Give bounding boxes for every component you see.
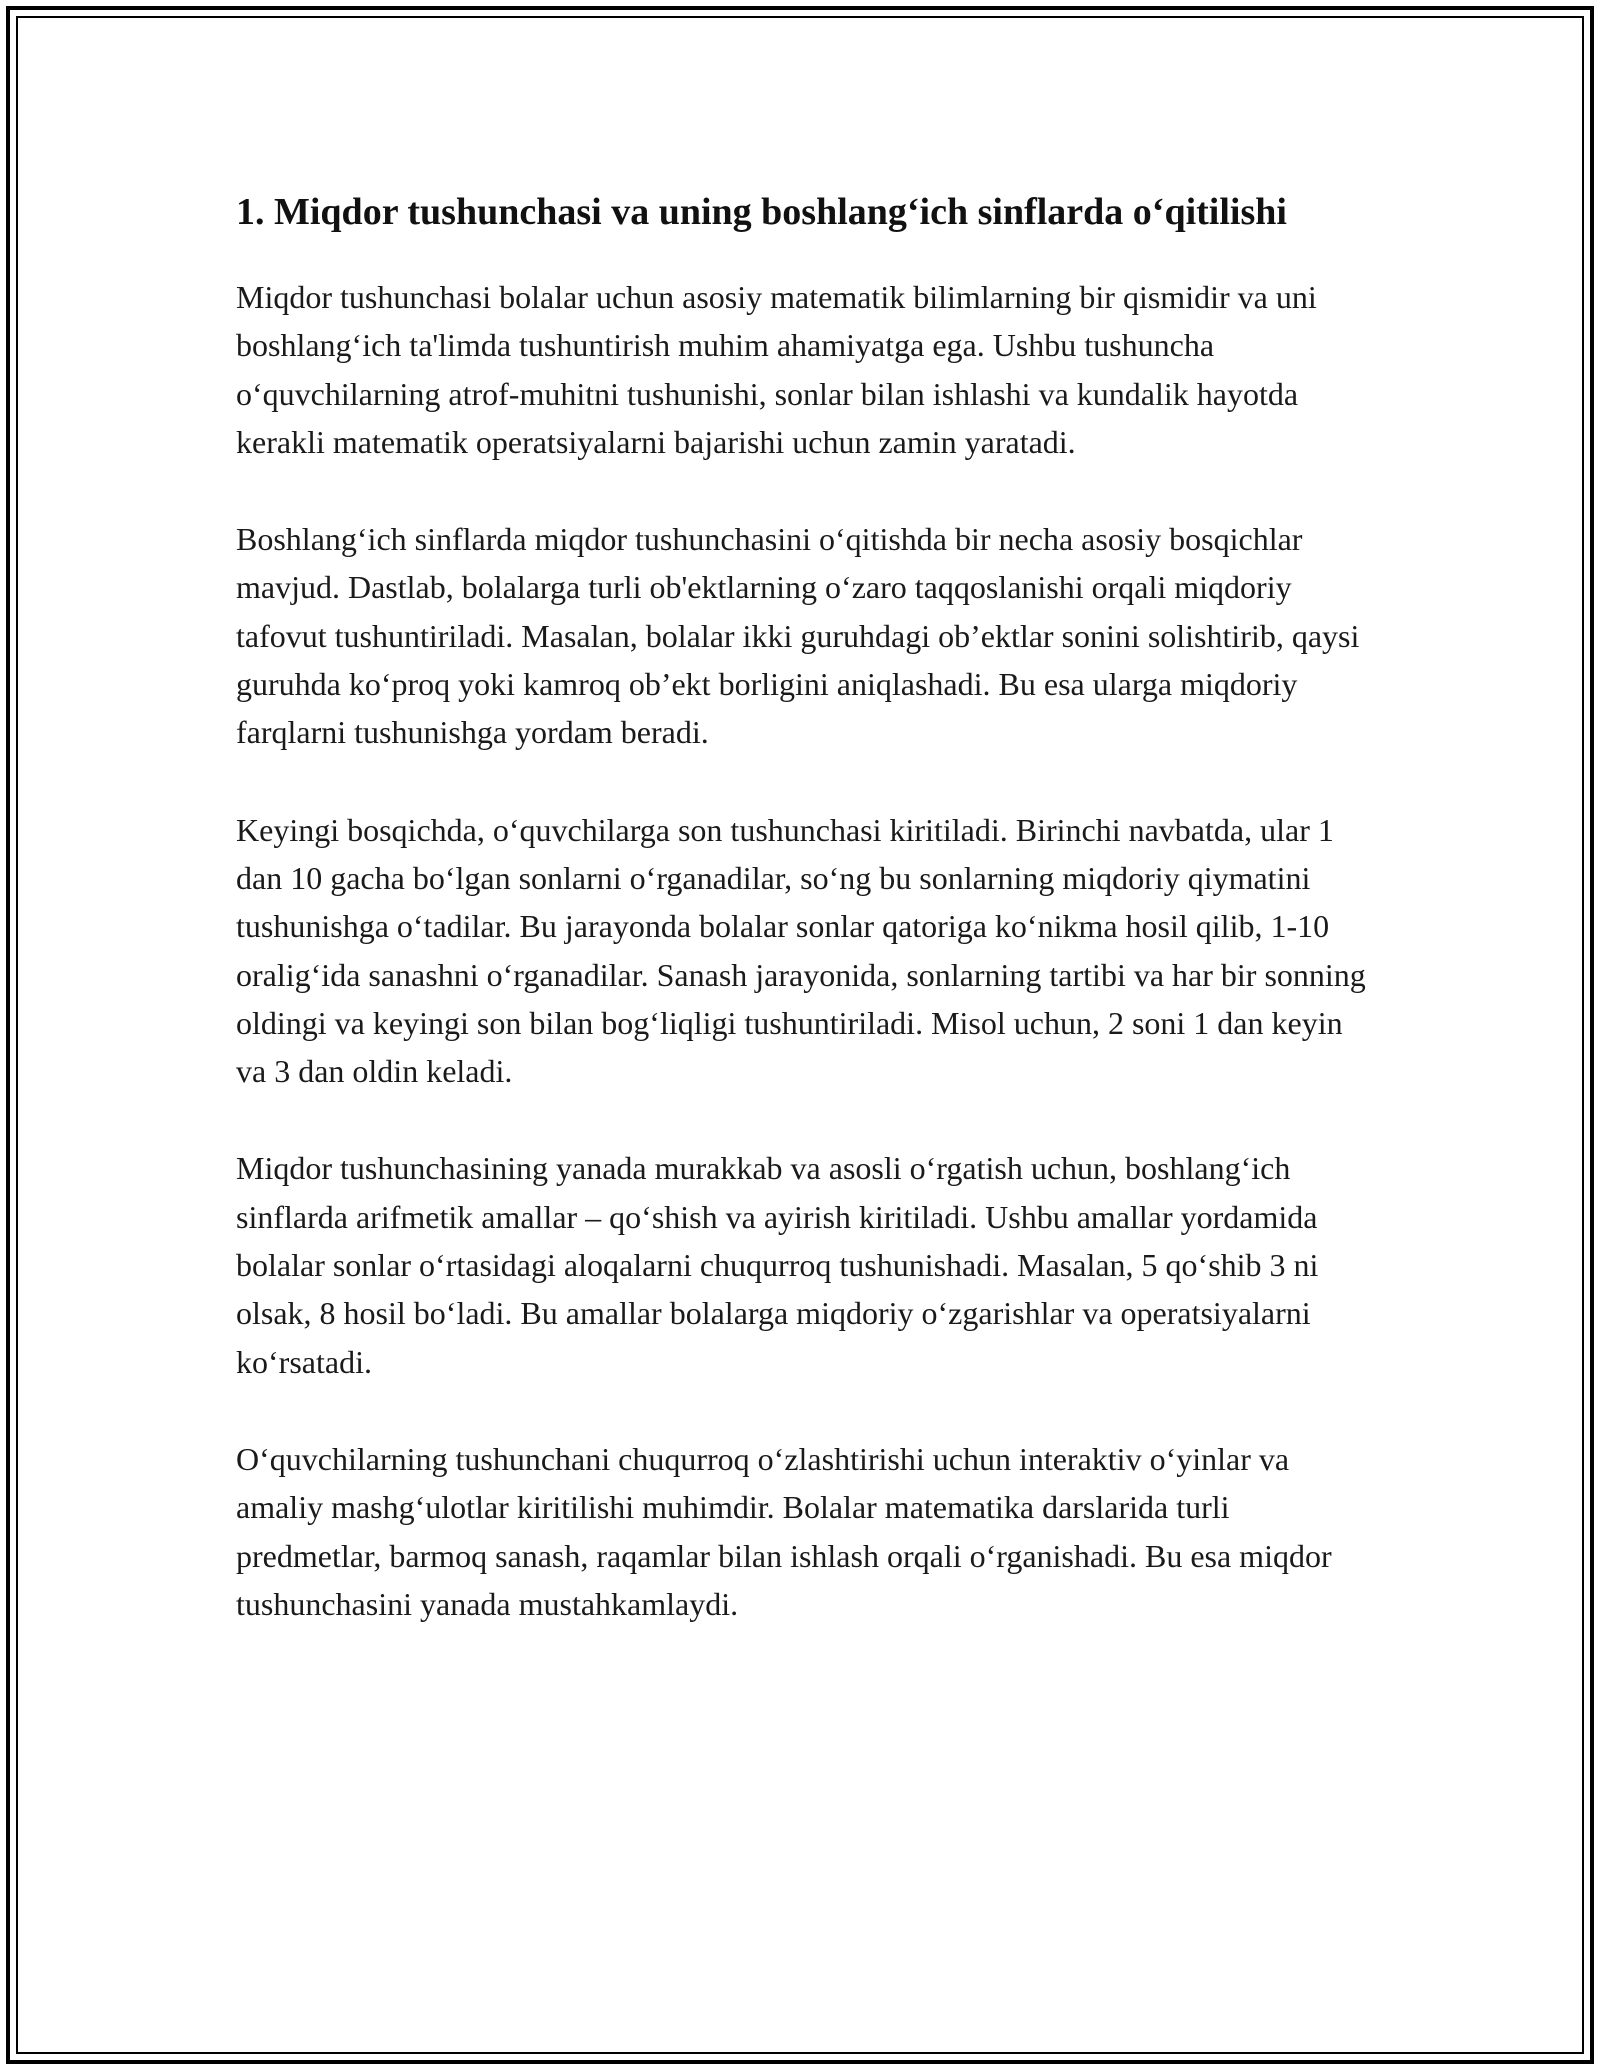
paragraph-4: Miqdor tushunchasining yanada murakkab va asosli o‘rgatish uchun, boshlang‘ich sinflarda arifmetik amallar – qo‘shish va ayirish kiritiladi. Ushbu amallar yordamida bolalar sonlar o‘rtasidagi aloqalarni chuqurroq tushunishadi. Masalan, 5 qo‘shib 3 ni olsak, 8 hosil bo‘ladi. Bu amallar bolalarga miqdoriy o‘zgarishlar va operatsiyalarni ko‘rsatadi. bbox=[236, 1150, 1319, 1380]
paragraph-5: O‘quvchilarning tushunchani chuqurroq o‘zlashtirishi uchun interaktiv o‘yinlar va amaliy mashg‘ulotlar kiritilishi muhimdir. Bolalar matematika darslarida turli predmetlar, barmoq sanash, raqamlar bilan ishlash orqali o‘rganishadi. Bu esa miqdor tushunchasini yanada mustahkamlaydi. bbox=[236, 1440, 1332, 1622]
section-heading: 1. Miqdor tushunchasi va uning boshlang‘ich sinflarda o‘qitilishi bbox=[236, 191, 1287, 233]
document-body bbox=[236, 185, 1376, 1677]
paragraph-2: Boshlang‘ich sinflarda miqdor tushunchasini o‘qitishda bir necha asosiy bosqichlar mavjud. Dastlab, bolalarga turli ob'ektlarning o‘zaro taqqoslanishi orqali miqdoriy tafovut tushuntiriladi. Masalan, bolalar ikki guruhdagi ob’ektlar sonini solishtirib, qaysi guruhda ko‘proq yoki kamroq ob’ekt borligini aniqlashadi. Bu esa ularga miqdoriy farqlarni tushunishga yordam beradi. bbox=[236, 521, 1360, 751]
paragraph-3: Keyingi bosqichda, o‘quvchilarga son tushunchasi kiritiladi. Birinchi navbatda, ular 1 dan 10 gacha bo‘lgan sonlarni o‘rganadilar, so‘ng bu sonlarning miqdoriy qiymatini tushunishga o‘tadilar. Bu jarayonda bolalar sonlar qatoriga ko‘nikma hosil qilib, 1-10 oralig‘ida sanashni o‘rganadilar. Sanash jarayonida, sonlarning tartibi va har bir sonning oldingi va keyingi son bilan bog‘liqligi tushuntiriladi. Misol uchun, 2 soni 1 dan keyin va 3 dan oldin keladi. bbox=[236, 811, 1366, 1090]
paragraph-1: Miqdor tushunchasi bolalar uchun asosiy matematik bilimlarning bir qismidir va uni boshlang‘ich ta'limda tushuntirish muhim ahamiyatga ega. Ushbu tushuncha o‘quvchilarning atrof-muhitni tushunishi, sonlar bilan ishlashi va kundalik hayotda kerakli matematik operatsiyalarni bajarishi uchun zamin yaratadi. bbox=[236, 279, 1317, 460]
